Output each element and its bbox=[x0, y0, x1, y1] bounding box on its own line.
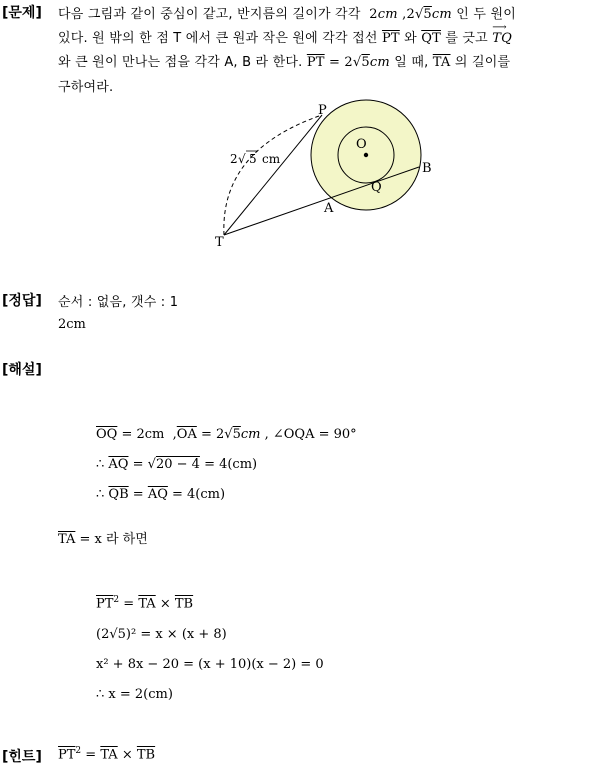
radius-large: 2√5cm bbox=[406, 7, 452, 22]
equals: = bbox=[132, 487, 144, 502]
segment-aq: $\overline{AQ}$ bbox=[108, 457, 129, 472]
solution-eq-4 bbox=[96, 595, 193, 611]
problem-text: 일 때, bbox=[394, 55, 429, 70]
solution-eq-6: x² + 8x − 20 = (x + 10)(x − 2) = 0 bbox=[96, 657, 324, 672]
length-radicand: 5 bbox=[249, 152, 257, 166]
problem-text: 를 긋고 bbox=[445, 31, 488, 46]
unit: cm bbox=[431, 7, 452, 22]
equals: = bbox=[85, 747, 97, 763]
answer-label: [정답] bbox=[2, 293, 42, 309]
radicand: 20 − 4 bbox=[155, 457, 200, 472]
therefore-icon: ∴ bbox=[96, 457, 105, 472]
radical-icon: √ bbox=[238, 152, 246, 166]
segment-ta: $\overline{TA}$ bbox=[100, 747, 118, 763]
pt-value: = 2√5cm bbox=[329, 55, 390, 70]
answer-line-2: 2cm bbox=[58, 317, 86, 332]
exponent: 2 bbox=[75, 746, 82, 756]
let-text: = x 라 하면 bbox=[79, 532, 148, 547]
solution-eq-1: $\overline{OQ} = 2cm$ $,\overline{OA} = 2√5cm$ , ∠OQA = 90° bbox=[96, 427, 357, 442]
point-q-label: Q bbox=[371, 180, 382, 195]
problem-text: 다음 그림과 같이 중심이 같고, 반지름의 길이가 각각 bbox=[58, 7, 361, 22]
value-oq: = 2cm bbox=[121, 427, 165, 442]
value-oa-coef: = 2 bbox=[200, 427, 225, 442]
point-t-label: T bbox=[215, 235, 224, 250]
answer-line-1: 순서 : 없음, 갯수 : 1 bbox=[58, 295, 179, 310]
solution-eq-7: ∴ x = 2(cm) bbox=[96, 687, 173, 702]
segment-pt: $\overline{PT}$ bbox=[58, 747, 76, 763]
segment-qt: $\overline{QT}$ bbox=[421, 31, 441, 46]
problem-text: 있다. 원 밖의 한 점 T 에서 큰 원과 작은 원에 각각 접선 bbox=[58, 31, 378, 46]
segment-ta: $\overline{TA}$ bbox=[432, 55, 451, 70]
unit: cm bbox=[369, 55, 390, 70]
equals: = bbox=[123, 596, 135, 612]
segment-tb: $\overline{TB}$ bbox=[136, 747, 156, 763]
radius-large-coef: 2 bbox=[406, 7, 415, 22]
segment-oq: $\overline{OQ}$ bbox=[96, 427, 118, 442]
result: = 4(cm) bbox=[172, 487, 226, 502]
hint-label: [힌트] bbox=[2, 749, 42, 765]
tangent-pt bbox=[224, 115, 322, 235]
problem-text: 와 bbox=[404, 31, 417, 46]
vector-arrow-icon: ⟶ bbox=[492, 22, 507, 33]
length-label bbox=[230, 151, 281, 166]
times: × bbox=[159, 596, 171, 612]
equals: = bbox=[132, 457, 144, 472]
solution-eq-5: (2√5)² = x × (x + 8) bbox=[96, 627, 227, 642]
problem-text: 의 길이를 bbox=[454, 55, 511, 70]
result: = 4(cm) bbox=[204, 457, 258, 472]
length-unit: cm bbox=[262, 152, 281, 166]
times: × bbox=[121, 747, 133, 763]
segment-tb: $\overline{TB}$ bbox=[174, 596, 194, 612]
value-oa-radicand: 5 bbox=[232, 427, 241, 442]
segment-pt: $\overline{PT}$ bbox=[306, 55, 325, 70]
exponent: 2 bbox=[113, 595, 120, 605]
pt-value-coef: = 2 bbox=[329, 55, 353, 70]
point-p-label: P bbox=[318, 103, 327, 118]
segment-oa: $\overline{OA}$ bbox=[176, 427, 197, 442]
segment-qb: $\overline{QB}$ bbox=[108, 487, 129, 502]
center-point bbox=[364, 153, 368, 157]
separator: , bbox=[402, 7, 407, 22]
point-a-label: A bbox=[324, 201, 334, 216]
solution-label: [해설] bbox=[2, 362, 42, 378]
segment-ta: $\overline{TA}$ bbox=[58, 532, 76, 547]
segment-ta: $\overline{TA}$ bbox=[138, 596, 156, 612]
solution-eq-2: ∴ $\overline{AQ} = √20 - 4 = 4(cm)$ bbox=[96, 457, 258, 472]
vector-tq-label: TQ bbox=[492, 31, 513, 46]
hint-equation bbox=[58, 746, 155, 762]
point-b-label: B bbox=[422, 161, 432, 176]
radius-small-value: 2 bbox=[369, 7, 378, 22]
unit: cm bbox=[377, 7, 398, 22]
segment-aq: $\overline{AQ}$ bbox=[147, 487, 168, 502]
unit: cm bbox=[240, 427, 261, 442]
solution-eq-3 bbox=[96, 487, 225, 502]
angle-oqa: , ∠OQA = 90° bbox=[264, 427, 357, 442]
therefore-icon: ∴ bbox=[96, 487, 105, 502]
problem-text: 와 큰 원이 만나는 점을 각각 A, B 라 한다. bbox=[58, 55, 303, 70]
solution-let bbox=[58, 528, 148, 547]
radius-large-radicand: 5 bbox=[423, 7, 432, 22]
segment-pt: $\overline{PT}$ bbox=[96, 596, 114, 612]
length-coef: 2 bbox=[230, 152, 238, 166]
problem-label: [문제] bbox=[2, 5, 42, 21]
problem-line-4: 구하여라. bbox=[58, 80, 114, 95]
segment-pt: $\overline{PT}$ bbox=[381, 31, 400, 46]
concentric-circles-figure bbox=[0, 0, 592, 290]
pt-value-radicand: 5 bbox=[361, 55, 370, 70]
point-o-label: O bbox=[356, 137, 367, 152]
problem-text: 인 두 원이 bbox=[456, 7, 516, 22]
